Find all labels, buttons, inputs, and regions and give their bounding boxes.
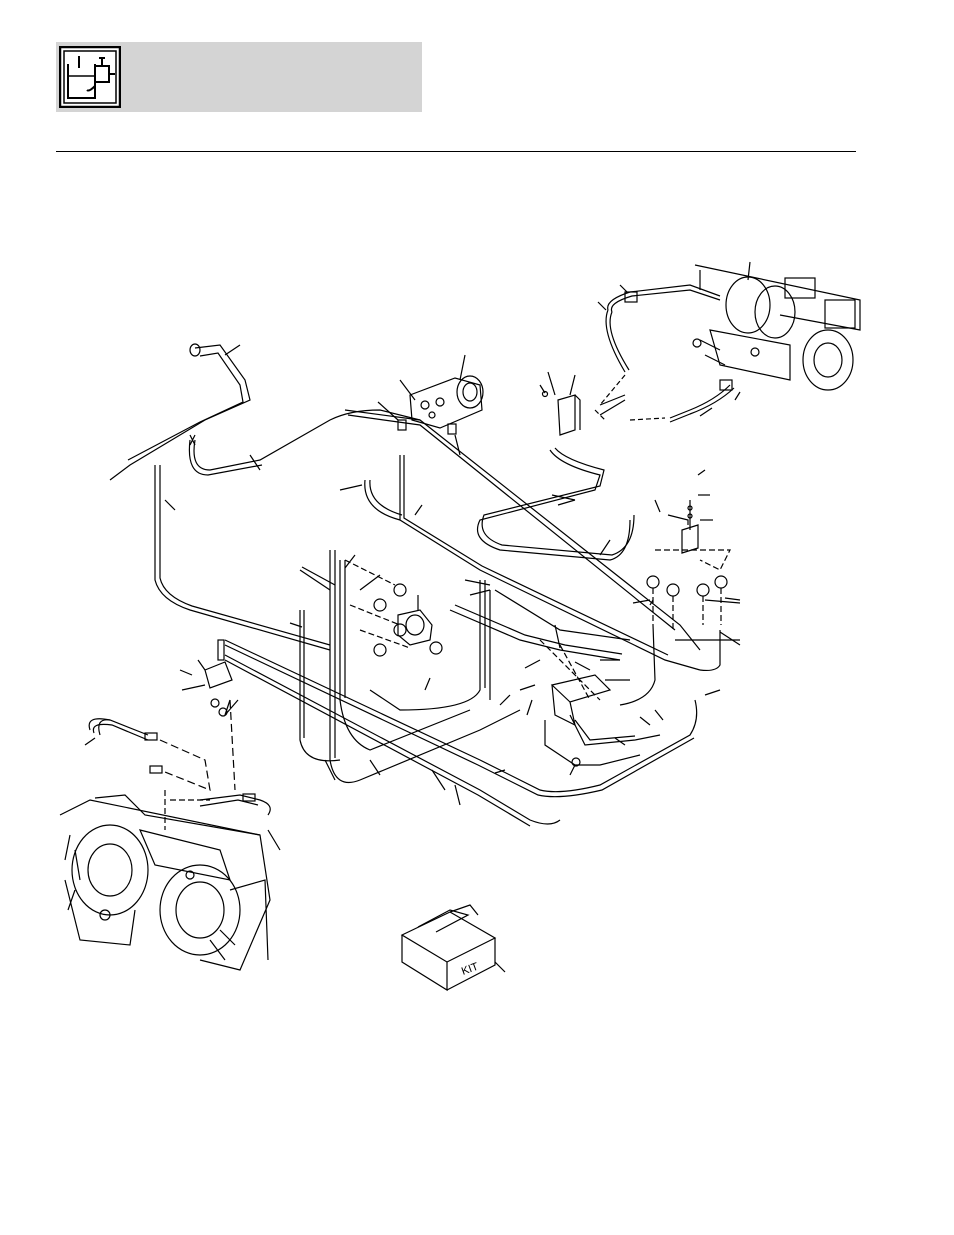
center-valve xyxy=(290,555,442,690)
right-valve-assembly xyxy=(633,470,740,645)
rear-axle-assembly xyxy=(693,262,860,390)
kit-box-icon xyxy=(402,905,505,990)
kit-label: KIT xyxy=(459,960,481,978)
left-bracket xyxy=(180,640,238,716)
hydraulic-pump xyxy=(378,355,483,455)
